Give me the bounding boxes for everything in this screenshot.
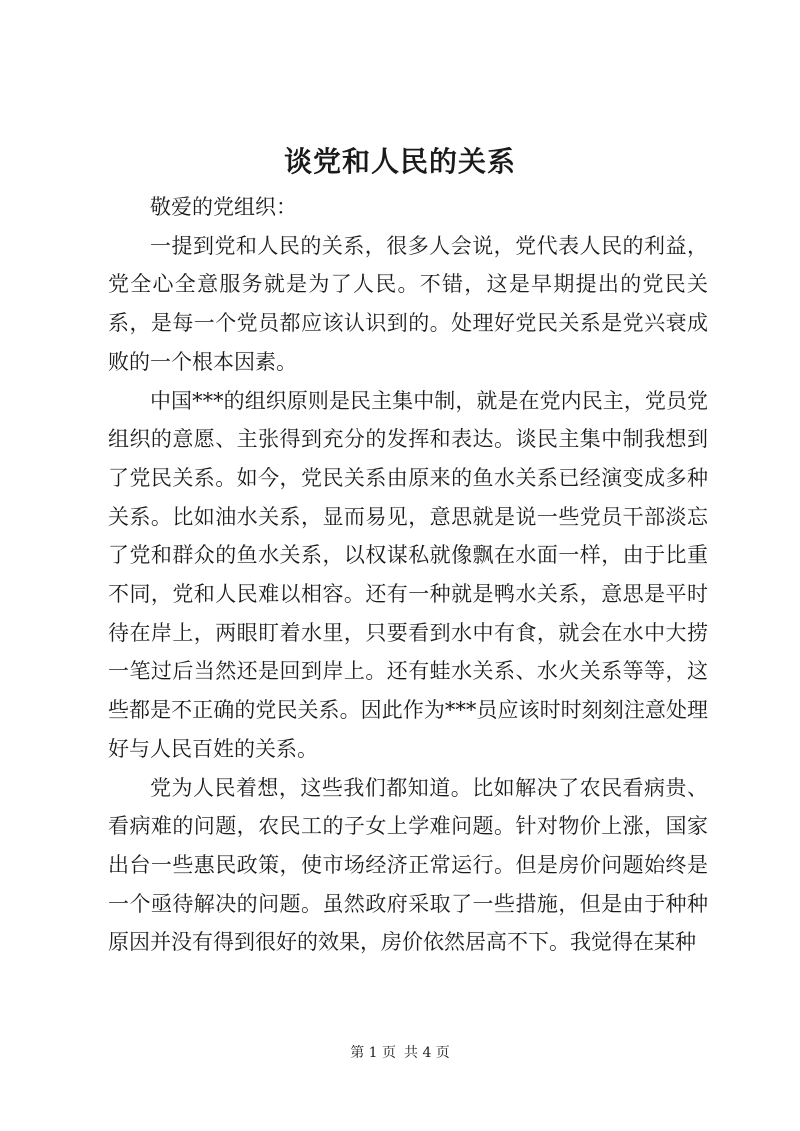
document-body <box>108 188 708 962</box>
paragraph-1: 一提到党和人民的关系，很多人会说，党代表人民的利益，党全心全意服务就是为了人民。不错，这是早期提出的党民关系，是每一个党员都应该认识到的。处理好党民关系是党兴衰成败的一个根本因素。 <box>108 233 708 374</box>
page-number: 第 1 页 <box>350 1045 396 1061</box>
paragraph-2: 中国***的组织原则是民主集中制，就是在党内民主，党员党组织的意愿、主张得到充分的发挥和表达。谈民主集中制我想到了党民关系。如今，党民关系由原来的鱼水关系已经演变成多种关系。比如油水关系，显而易见，意思就是说一些党员干部淡忘了党和群众的鱼水关系，以权谋私就像飘在水面一样，由于比重不同，党和人民难以相容。还有一种就是鸭水关系，意思是平时待在岸上，两眼盯着水里，只要看到水中有食，就会在水中大捞一笔过后当然还是回到岸上。还有蛙水关系、水火关系等等，这些都是不正确的党民关系。因此作为***员应该时时刻刻注意处理好与人民百姓的关系。 <box>108 388 708 761</box>
page-footer <box>0 1043 800 1063</box>
page-title: 谈党和人民的关系 <box>283 145 516 178</box>
salutation: 敬爱的党组织： <box>150 195 297 219</box>
page-total: 共 4 页 <box>404 1045 450 1061</box>
paragraph-3: 党为人民着想，这些我们都知道。比如解决了农民看病贵、看病难的问题，农民工的子女上学难问题。针对物价上涨，国家出台一些惠民政策，使市场经济正常运行。但是房价问题始终是一个亟待解决的问题。虽然政府采取了一些措施，但是由于种种原因并没有得到很好的效果，房价依然居高不下。我觉得在某种 <box>108 775 708 955</box>
